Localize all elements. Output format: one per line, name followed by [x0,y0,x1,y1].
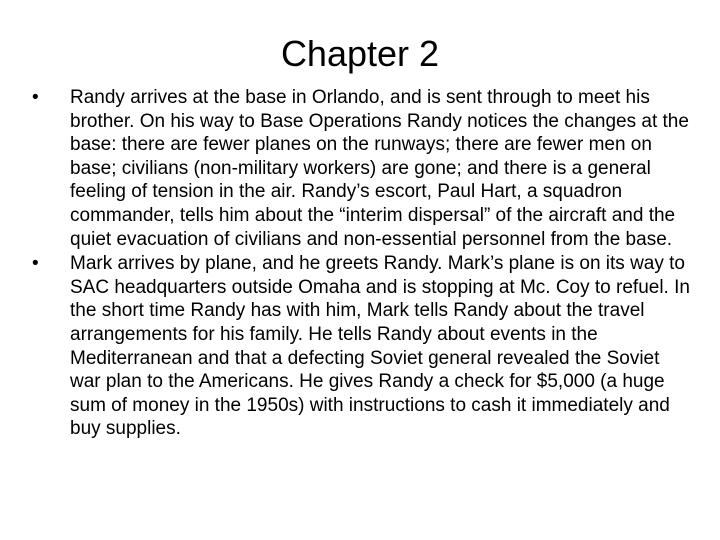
bullet-list [30,86,690,441]
list-item [30,86,690,251]
bullet-marker: • [32,253,39,275]
bullet-marker: • [32,87,39,108]
bullet-text: Randy arrives at the base in Orlando, and is sent through to meet his brother. On his way to Base Operations Randy notices the changes at the base: there are fewer planes on the runways; there are fewer men on base; civilians (non-military workers) are gone; and there is a general feeling of tension in the air. Randy’s escort, Paul Hart, a squadron commander, tells him about the “interim dispersal” of the aircraft and the quiet evacuation of civilians and non-essential personnel from the base. [70,87,689,250]
bullet-text: Mark arrives by plane, and he greets Randy. Mark’s plane is on its way to SAC headquarters outside Omaha and is stopping at Mc. Coy to refuel. In the short time Randy has with him, Mark tells Randy about the travel arrangements for his family. He tells Randy about events in the Mediterranean and that a defecting Soviet general revealed the Soviet war plan to the Americans. He gives Randy a check for $5,000 (a huge sum of money in the 1950s) with instructions to cash it immediately and buy supplies. [70,253,690,440]
list-item [30,252,690,441]
slide-title: Chapter 2 [280,33,440,74]
